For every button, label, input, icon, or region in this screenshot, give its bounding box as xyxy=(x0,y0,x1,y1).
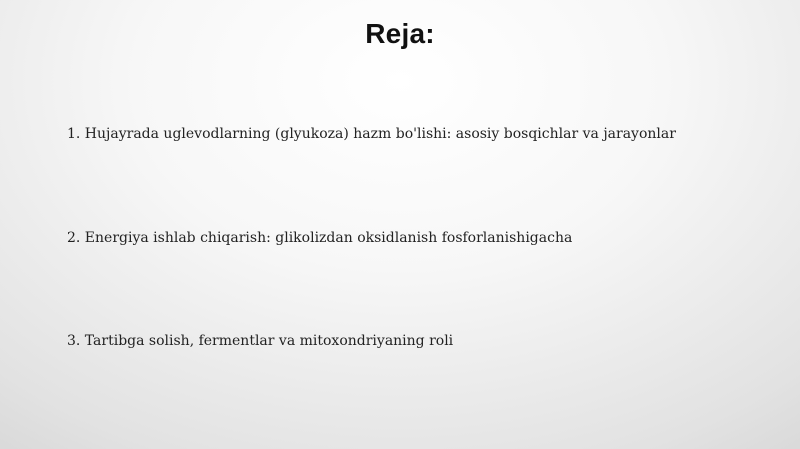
slide-title: Reja: xyxy=(365,18,435,49)
plan-item-1: 1. Hujayrada uglevodlarning (glyukoza) hazm bo'lishi: asosiy bosqichlar va jarayonlar xyxy=(67,126,676,142)
plan-item-3: 3. Tartibga solish, fermentlar va mitoxondriyaning roli xyxy=(67,333,454,349)
plan-item-2: 2. Energiya ishlab chiqarish: glikolizdan oksidlanish fosforlanishigacha xyxy=(67,230,573,246)
